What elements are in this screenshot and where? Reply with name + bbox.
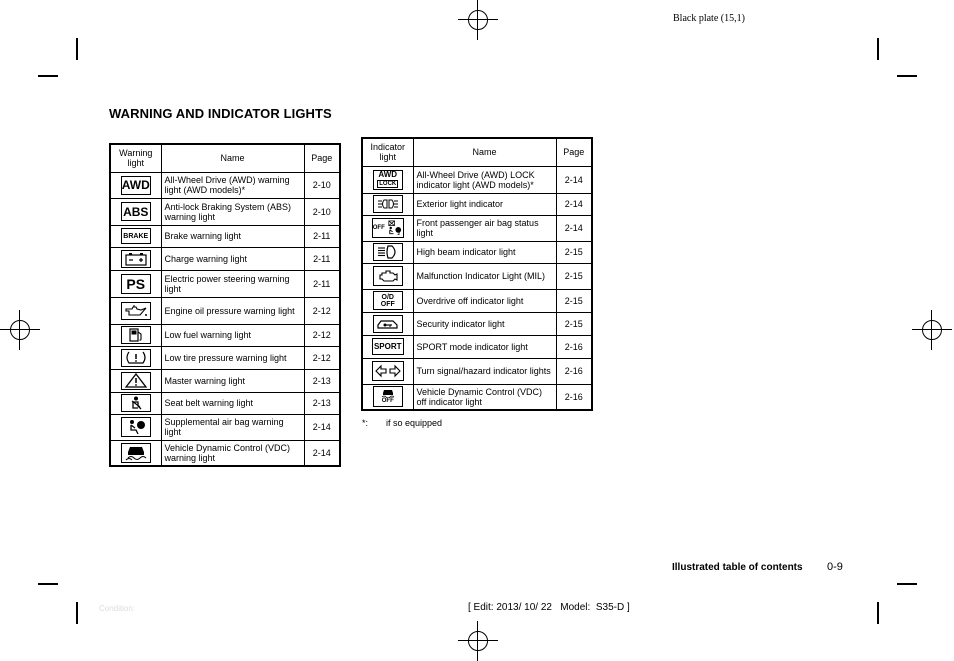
page-ref: 2-16	[556, 335, 592, 358]
table-row	[110, 414, 340, 440]
table-row	[110, 346, 340, 369]
light-name: High beam indicator light	[413, 241, 556, 263]
edit-info: [ Edit: 2013/ 10/ 22 Model: S35-D ]	[468, 602, 630, 613]
turn-signal-arrows-icon	[372, 361, 404, 381]
table-row	[110, 270, 340, 297]
light-name: Low tire pressure warning light	[161, 346, 304, 369]
page-ref: 2-11	[304, 247, 340, 270]
light-name: Charge warning light	[161, 247, 304, 270]
page-ref: 2-11	[304, 270, 340, 297]
table-row	[362, 241, 592, 263]
crop-mark	[877, 602, 879, 624]
table-row	[362, 384, 592, 410]
crop-mark	[38, 583, 58, 585]
exterior-light-icon	[373, 195, 403, 213]
page-ref: 2-14	[304, 414, 340, 440]
engine-malfunction-icon	[373, 266, 403, 286]
page-ref: 2-10	[304, 172, 340, 198]
page-ref: 2-12	[304, 346, 340, 369]
table-row	[362, 263, 592, 289]
table-row	[110, 225, 340, 247]
table-row	[110, 198, 340, 225]
section-footer-label: Illustrated table of contents	[672, 562, 803, 573]
high-beam-icon	[373, 243, 403, 261]
table-row	[362, 358, 592, 384]
column-header-light: Warning light	[110, 144, 161, 172]
light-name: Supplemental air bag warning light	[161, 414, 304, 440]
light-name: Front passenger air bag status light	[413, 215, 556, 241]
plate-label: Black plate (15,1)	[673, 13, 745, 24]
footnote	[362, 418, 442, 428]
master-warning-triangle-icon	[121, 372, 151, 390]
page-ref: 2-14	[556, 166, 592, 193]
seat-belt-icon	[121, 394, 151, 412]
page-ref: 2-15	[556, 312, 592, 335]
light-name: Low fuel warning light	[161, 324, 304, 346]
sport-mode-icon: SPORT	[372, 338, 404, 355]
vdc-off-icon: OFF	[373, 386, 403, 407]
vdc-skid-car-icon	[121, 443, 151, 463]
table-row	[362, 193, 592, 215]
page-ref: 2-15	[556, 289, 592, 312]
tire-pressure-icon	[121, 349, 151, 367]
registration-mark-icon	[458, 0, 498, 40]
awd-warning-icon: AWD	[121, 176, 151, 195]
footnote-mark: *:	[362, 418, 369, 428]
page-ref: 2-15	[556, 263, 592, 289]
crop-mark	[897, 75, 917, 77]
abs-warning-icon: ABS	[121, 202, 151, 221]
registration-mark-icon	[0, 310, 40, 350]
page-ref: 2-14	[556, 215, 592, 241]
table-row	[110, 172, 340, 198]
crop-mark	[76, 38, 78, 60]
light-name: Seat belt warning light	[161, 392, 304, 414]
section-title: WARNING AND INDICATOR LIGHTS	[109, 106, 332, 121]
footnote-text: if so equipped	[386, 418, 443, 428]
light-name: Vehicle Dynamic Control (VDC) off indicator light	[413, 384, 556, 410]
table-row	[110, 440, 340, 466]
indicator-lights-table	[361, 137, 593, 411]
power-steering-icon: PS	[121, 274, 151, 294]
brake-warning-icon: BRAKE	[121, 228, 151, 244]
page-number: 0-9	[827, 561, 843, 573]
crop-mark	[897, 583, 917, 585]
page-ref: 2-12	[304, 324, 340, 346]
table-row	[110, 247, 340, 270]
page-ref: 2-10	[304, 198, 340, 225]
column-header-name: Name	[413, 138, 556, 166]
light-name: Engine oil pressure warning light	[161, 297, 304, 324]
page-ref: 2-13	[304, 392, 340, 414]
page-ref: 2-12	[304, 297, 340, 324]
table-row	[362, 289, 592, 312]
condition-label: Condition:	[99, 604, 136, 613]
page-ref: 2-14	[304, 440, 340, 466]
registration-mark-icon	[912, 310, 952, 350]
light-name: Turn signal/hazard indicator lights	[413, 358, 556, 384]
warning-lights-table	[109, 143, 341, 467]
table-row	[362, 215, 592, 241]
security-car-key-icon	[373, 315, 403, 333]
light-name: All-Wheel Drive (AWD) LOCK indicator light (AWD models)*	[413, 166, 556, 193]
column-header-name: Name	[161, 144, 304, 172]
page-ref: 2-16	[556, 358, 592, 384]
light-name: Exterior light indicator	[413, 193, 556, 215]
table-row	[110, 297, 340, 324]
crop-mark	[38, 75, 58, 77]
overdrive-off-icon: O/D OFF	[373, 291, 403, 310]
light-name: Brake warning light	[161, 225, 304, 247]
air-bag-icon	[121, 417, 151, 437]
light-name: Electric power steering warning light	[161, 270, 304, 297]
table-row	[362, 166, 592, 193]
table-row	[110, 369, 340, 392]
column-header-page: Page	[304, 144, 340, 172]
table-row	[110, 392, 340, 414]
column-header-page: Page	[556, 138, 592, 166]
page-ref: 2-11	[304, 225, 340, 247]
light-name: Security indicator light	[413, 312, 556, 335]
passenger-airbag-off-icon: OFF 2	[372, 218, 404, 238]
page-ref: 2-15	[556, 241, 592, 263]
awd-lock-icon: AWD LOCK	[373, 170, 403, 190]
table-row	[362, 312, 592, 335]
fuel-pump-icon	[121, 326, 151, 344]
light-name: All-Wheel Drive (AWD) warning light (AWD models)*	[161, 172, 304, 198]
page-ref: 2-16	[556, 384, 592, 410]
light-name: Overdrive off indicator light	[413, 289, 556, 312]
crop-mark	[877, 38, 879, 60]
light-name: Master warning light	[161, 369, 304, 392]
oil-can-icon	[121, 302, 151, 320]
table-row	[362, 335, 592, 358]
crop-mark	[76, 602, 78, 624]
page-ref: 2-14	[556, 193, 592, 215]
page-ref: 2-13	[304, 369, 340, 392]
table-row	[110, 324, 340, 346]
light-name: Vehicle Dynamic Control (VDC) warning light	[161, 440, 304, 466]
svg-text:2: 2	[397, 232, 400, 236]
light-name: Malfunction Indicator Light (MIL)	[413, 263, 556, 289]
registration-mark-icon	[458, 621, 498, 661]
light-name: Anti-lock Braking System (ABS) warning light	[161, 198, 304, 225]
light-name: SPORT mode indicator light	[413, 335, 556, 358]
battery-charge-icon	[121, 250, 151, 268]
column-header-light: Indicator light	[362, 138, 413, 166]
